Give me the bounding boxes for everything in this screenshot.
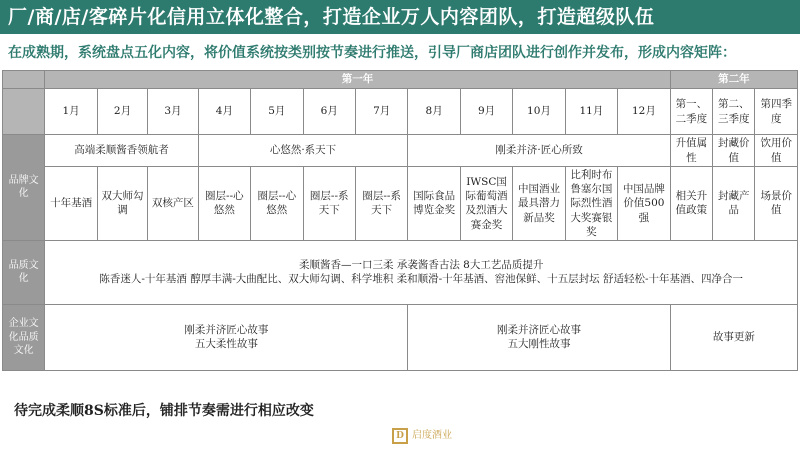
brand-item: IWSC国际葡萄酒及烈酒大赛金奖 xyxy=(460,167,512,241)
brand-item: 十年基酒 xyxy=(45,167,97,241)
story-row xyxy=(3,304,798,370)
story-cell-update: 故事更新 xyxy=(670,304,797,370)
brand-logo xyxy=(392,425,480,447)
logo-text: 启度酒业 xyxy=(412,430,452,441)
brand-culture-label: 品牌文化 xyxy=(3,135,45,241)
story-line: 刚柔并济匠心故事 xyxy=(184,324,269,337)
month-row xyxy=(3,89,798,135)
quality-row xyxy=(3,240,798,304)
footer-note: 待完成柔顺8S标准后，铺排节奏需进行相应改变 xyxy=(14,403,314,419)
story-line: 五大刚性故事 xyxy=(507,338,571,351)
quarter-line: 三季度 xyxy=(717,112,750,125)
quarter-line: 度 xyxy=(770,112,782,125)
story-line: 五大柔性故事 xyxy=(194,338,258,351)
month-cell: 6月 xyxy=(303,89,355,135)
story-cell-soft xyxy=(45,304,408,370)
brand-item-row xyxy=(3,167,798,241)
brand-item: 国际食品博览金奖 xyxy=(408,167,460,241)
brand-item: 圈层--系天下 xyxy=(303,167,355,241)
quarter-line: 第二、 xyxy=(717,98,750,111)
brand-theme-row xyxy=(3,135,798,167)
year-row xyxy=(3,71,798,89)
quality-line: 陈香迷人-十年基酒 醇厚丰满-大曲配比、双大师勾调、科学堆积 柔和顺滑-十年基酒、窖池保鲜、十五层封坛 舒适轻松-十年基酒、四净合一 xyxy=(99,273,744,286)
brand-theme: 封藏价值 xyxy=(713,135,755,167)
quarter-cell xyxy=(670,89,712,135)
brand-item: 圈层--系天下 xyxy=(355,167,407,241)
brand-item: 相关升值政策 xyxy=(670,167,712,241)
quality-content xyxy=(45,240,798,304)
story-line: 刚柔并济匠心故事 xyxy=(497,324,582,337)
year-two-header: 第二年 xyxy=(670,71,797,89)
month-cell: 1月 xyxy=(45,89,97,135)
story-cell-hard xyxy=(408,304,670,370)
quarter-cell xyxy=(713,89,755,135)
month-cell: 8月 xyxy=(408,89,460,135)
quarter-line: 第一、 xyxy=(675,98,708,111)
story-culture-label: 企业文化品质文化 xyxy=(3,304,45,370)
quarter-line: 二季度 xyxy=(675,112,708,125)
month-cell: 9月 xyxy=(460,89,512,135)
brand-theme: 饮用价值 xyxy=(755,135,798,167)
page-title: 厂/商/店/客碎片化信用立体化整合，打造企业万人内容团队，打造超级队伍 xyxy=(0,0,800,34)
brand-item: 封藏产品 xyxy=(713,167,755,241)
year-one-header: 第一年 xyxy=(45,71,670,89)
content-plan-table xyxy=(2,70,798,371)
brand-item: 圈层--心悠然 xyxy=(251,167,303,241)
quarter-cell xyxy=(755,89,798,135)
brand-theme: 心悠然·系天下 xyxy=(198,135,408,167)
brand-theme: 刚柔并济·匠心所致 xyxy=(408,135,670,167)
month-cell: 12月 xyxy=(618,89,671,135)
month-cell: 3月 xyxy=(148,89,198,135)
brand-theme: 高端柔顺酱香领航者 xyxy=(45,135,198,167)
brand-item: 比利时布鲁塞尔国际烈性酒大奖赛银奖 xyxy=(565,167,617,241)
month-corner-cell xyxy=(3,89,45,135)
quarter-line: 第四季 xyxy=(760,98,792,111)
month-cell: 7月 xyxy=(355,89,407,135)
brand-item: 中国酒业最具潜力新品奖 xyxy=(513,167,565,241)
brand-item: 圈层--心悠然 xyxy=(198,167,250,241)
month-cell: 11月 xyxy=(565,89,617,135)
brand-item: 中国品牌价值500强 xyxy=(618,167,671,241)
month-cell: 10月 xyxy=(513,89,565,135)
brand-theme: 升值属性 xyxy=(670,135,712,167)
quality-culture-label: 品质文化 xyxy=(3,240,45,304)
month-cell: 4月 xyxy=(198,89,250,135)
month-cell: 2月 xyxy=(97,89,147,135)
logo-mark-icon: D xyxy=(392,428,408,444)
page-subtitle: 在成熟期，系统盘点五化内容，将价值系统按类别按节奏进行推送，引导厂商店团队进行创作并发布，形成内容矩阵： xyxy=(8,45,736,61)
month-cell: 5月 xyxy=(251,89,303,135)
quality-line: 柔顺酱香—一口三柔 承袭酱香古法 8大工艺品质提升 xyxy=(299,259,544,272)
brand-item: 场景价值 xyxy=(755,167,798,241)
corner-cell xyxy=(3,71,45,89)
brand-item: 双核产区 xyxy=(148,167,198,241)
brand-item: 双大师勾调 xyxy=(97,167,147,241)
